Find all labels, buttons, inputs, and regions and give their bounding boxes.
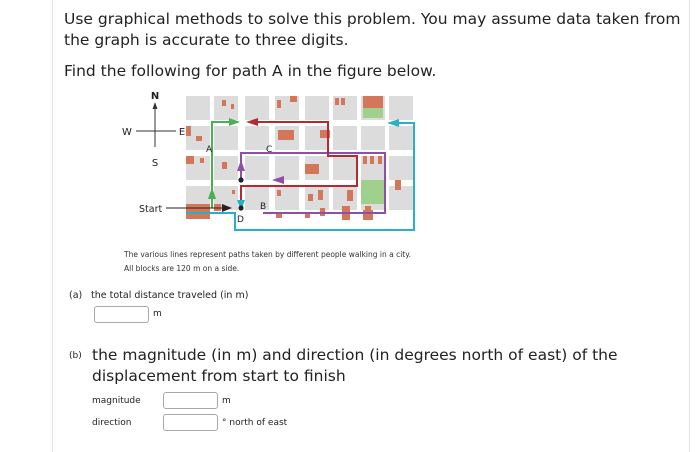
city-block xyxy=(214,126,238,150)
city-block xyxy=(333,126,357,150)
path-c-label: C xyxy=(266,145,273,155)
building xyxy=(363,210,373,220)
direction-label: direction xyxy=(92,418,132,428)
path-b-arrow-up xyxy=(237,160,245,171)
path-a-label: A xyxy=(206,145,213,155)
magnitude-label: magnitude xyxy=(92,396,141,406)
path-d-label: D xyxy=(237,215,244,225)
city-block xyxy=(389,96,413,120)
intersection-point xyxy=(238,177,243,182)
city-block xyxy=(389,126,413,150)
magnitude-unit: m xyxy=(222,396,231,406)
city-block xyxy=(245,156,269,180)
building xyxy=(363,156,367,164)
compass-west: W xyxy=(122,127,132,138)
start-point xyxy=(238,205,243,210)
city-block xyxy=(186,96,210,120)
part-a-tag: (a) xyxy=(69,290,83,301)
compass-east: E xyxy=(178,127,186,138)
magnitude-input[interactable] xyxy=(163,392,218,409)
building xyxy=(378,156,382,164)
city-block xyxy=(305,96,329,120)
building xyxy=(277,100,281,108)
part-b-tag: (b) xyxy=(69,351,82,361)
city-block xyxy=(389,156,413,180)
direction-input[interactable] xyxy=(163,414,218,431)
building xyxy=(290,96,297,102)
building xyxy=(363,96,383,108)
find-prompt: Find the following for path A in the figure below. xyxy=(64,62,437,80)
city-block xyxy=(245,96,269,120)
building xyxy=(231,104,234,109)
city-block xyxy=(333,156,357,180)
city-block xyxy=(275,186,299,210)
path-b-label: B xyxy=(260,202,267,212)
building xyxy=(186,204,210,219)
path-d-arrow-west xyxy=(387,119,399,127)
building xyxy=(318,190,323,200)
building xyxy=(277,190,281,196)
building xyxy=(222,100,226,106)
direction-unit: ° north of east xyxy=(222,418,288,428)
compass-rose xyxy=(122,91,185,169)
city-blocks xyxy=(186,96,413,220)
building xyxy=(196,136,202,141)
part-a-text: the total distance traveled (in m) xyxy=(91,290,249,301)
figure-caption: The various lines represent paths taken by different people walking in a city. xyxy=(124,250,411,259)
park-lot xyxy=(363,108,383,118)
compass-north: N xyxy=(150,91,160,102)
figure-caption-scale: All blocks are 120 m on a side. xyxy=(124,264,240,273)
building xyxy=(232,190,235,194)
distance-input[interactable] xyxy=(94,306,149,323)
building xyxy=(186,126,191,136)
part-a-question xyxy=(69,290,248,301)
start-label: Start xyxy=(139,204,163,215)
city-paths-figure xyxy=(110,86,440,256)
building xyxy=(186,156,194,164)
building xyxy=(222,162,227,169)
building xyxy=(341,98,345,105)
building xyxy=(278,130,294,140)
city-block xyxy=(214,96,238,120)
compass-south: S xyxy=(151,158,159,169)
city-block xyxy=(275,156,299,180)
city-block xyxy=(361,126,385,150)
part-b-question: the magnitude (in m) and direction (in degrees north of east) of the displacement from start to finish xyxy=(92,346,618,385)
building xyxy=(200,158,204,163)
building xyxy=(305,164,319,174)
building xyxy=(335,98,339,105)
problem-intro: Use graphical methods to solve this problem. You may assume data taken from the graph is accurate to three digits. xyxy=(64,10,681,49)
building xyxy=(308,194,313,201)
distance-unit: m xyxy=(153,309,162,319)
building xyxy=(395,180,401,190)
building xyxy=(347,190,353,201)
park-lot xyxy=(361,180,385,204)
building xyxy=(370,156,374,164)
